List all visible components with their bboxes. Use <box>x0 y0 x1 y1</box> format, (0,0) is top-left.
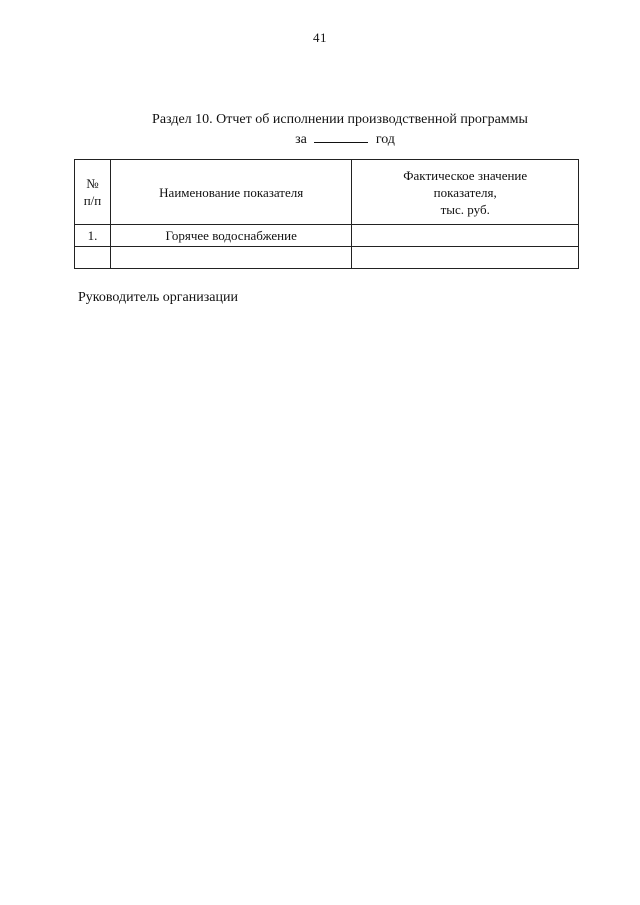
report-period <box>0 130 640 148</box>
period-year-blank <box>314 130 368 143</box>
page-number: 41 <box>313 30 327 45</box>
cell-actual-value <box>352 247 579 269</box>
section-title: Раздел 10. Отчет об исполнении производственной программы <box>152 112 528 127</box>
cell-actual-value <box>352 225 579 247</box>
column-header-actual-value-line2: показателя, <box>433 184 497 200</box>
report-table <box>74 159 579 269</box>
column-header-actual-value-line1: Фактическое значение <box>403 167 528 183</box>
column-header-number <box>75 160 111 225</box>
column-header-actual-value-line3: тыс. руб. <box>440 201 490 217</box>
column-header-actual-value <box>352 160 579 225</box>
column-header-number-line1: № <box>86 176 99 191</box>
column-header-number-line2: п/п <box>83 193 102 208</box>
table-row <box>75 247 579 269</box>
column-header-indicator-name: Наименование показателя <box>110 160 352 225</box>
period-suffix: год <box>375 132 395 147</box>
cell-number <box>75 247 111 269</box>
period-prefix: за <box>295 132 307 147</box>
signature-label: Руководитель организации <box>78 290 238 305</box>
cell-indicator-name: Горячее водоснабжение <box>110 225 352 247</box>
table-header-row <box>75 160 579 225</box>
table-row <box>75 225 579 247</box>
cell-indicator-name <box>110 247 352 269</box>
cell-number: 1. <box>75 225 111 247</box>
